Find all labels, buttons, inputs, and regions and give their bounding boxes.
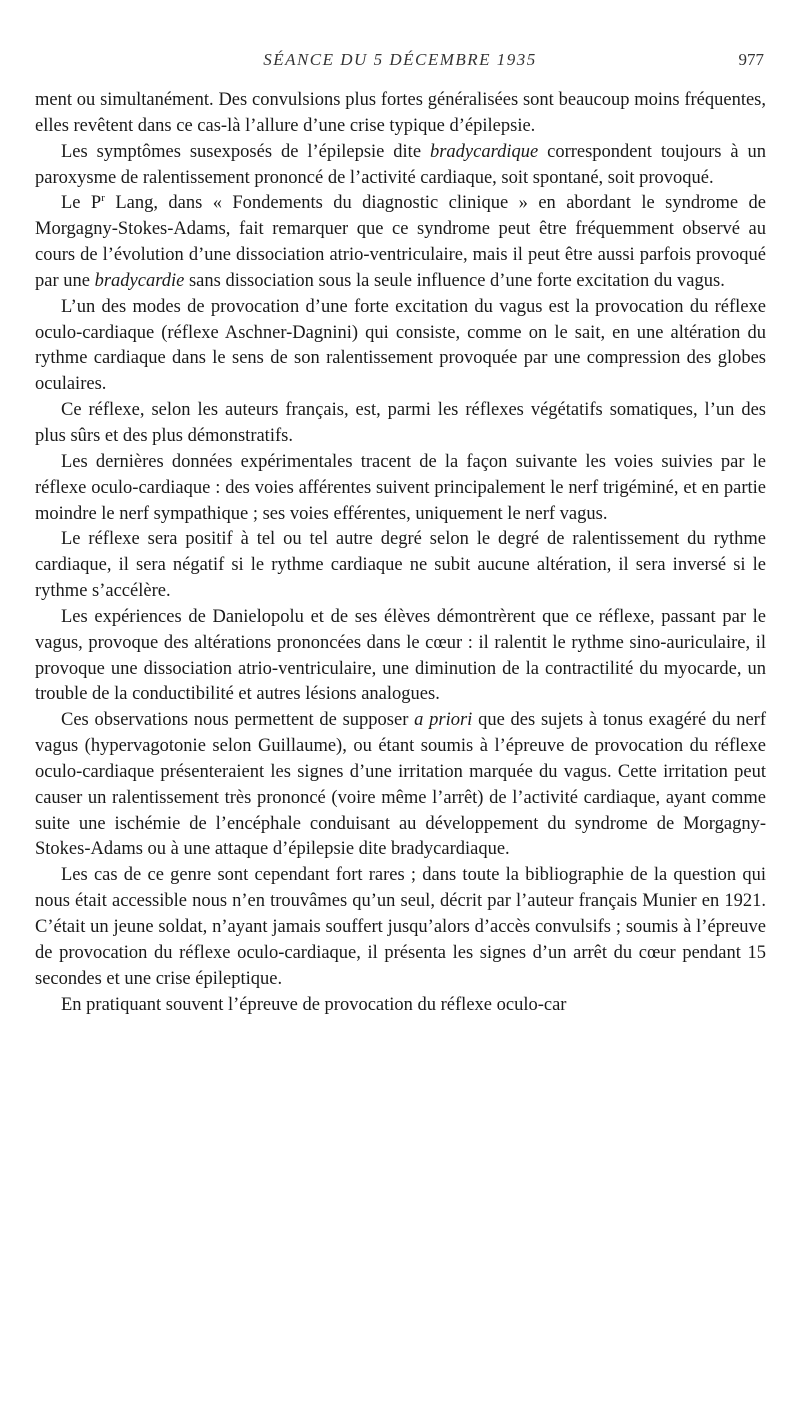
paragraph [35,398,766,450]
paragraph-text: Les cas de ce genre sont cependant fort rares ; dans toute la bibliographie de la question qui nous était accessible nous n’en trouvâmes qu’un seul, décrit par l’auteur français Munier en 1921. C’était un jeune soldat, n’ayant jamais souffert jusqu’alors d’accès convulsifs ; soumis à l’épreuve de provocation du réflexe oculo-cardiaque, il présenta les signes d’un arrêt du cœur pendant 15 secondes et une crise épileptique. [35,865,766,989]
paragraph [35,527,766,605]
paragraph [35,140,766,192]
body-text [35,88,766,1018]
paragraph [35,993,766,1019]
page-header [36,50,764,80]
superscript: r [101,192,105,205]
paragraph-text: Les dernières données expérimentales tracent de la façon suivante les voies suivies par le réflexe oculo-cardiaque : des voies afférentes suivent principalement le nerf trigéminé, et en partie moindre le nerf sympathique ; ses voies efférentes, uniquement le nerf vagus. [35,451,766,524]
running-title: SÉANCE DU 5 DÉCEMBRE 1935 [263,50,537,69]
paragraph-text: Ces observations nous permettent de supposer [61,710,415,731]
italic-text: bradycardique [429,141,539,162]
paragraph-text: Les symptômes susexposés de l’épilepsie dite [61,141,430,162]
paragraph [35,191,766,294]
paragraph-text: Le réflexe sera positif à tel ou tel autre degré selon le degré de ralentissement du rythme cardiaque, il sera négatif si le rythme cardiaque ne subit aucune altération, il sera inversé si le rythme s’accélère. [35,529,766,602]
paragraph [35,450,766,528]
paragraph-text: Ce réflexe, selon les auteurs français, est, parmi les réflexes végétatifs somatiques, l’un des plus sûrs et des plus démonstratifs. [35,400,766,446]
italic-text: a priori [414,710,473,731]
paragraph-text: En pratiquant souvent l’épreuve de provocation du réflexe oculo-car [61,994,567,1015]
paragraph [35,88,766,140]
paragraph-text: Lang, dans « Fondements du diagnostic clinique » en abordant le syndrome de Morgagny-Stokes-Adams, fait remarquer que ce syndrome peut être fréquemment observé au cours de l’évolution d’une dissociation atrio-ventriculaire, mais il peut être aussi parfois provoqué par une [35,193,766,291]
paragraph-text: L’un des modes de provocation d’une forte excitation du vagus est la provocation du réflexe oculo-cardiaque (réflexe Aschner-Dagnini) qui consiste, comme on le sait, en une altération du rythme cardiaque dans le sens de son ralentissement provoquée par une compression des globes oculaires. [35,296,766,395]
paragraph [35,605,766,708]
paragraph [35,708,766,863]
paragraph-text: que des sujets à tonus exagéré du nerf vagus (hypervagotonie selon Guillaume), ou étant soumis à l’épreuve de provocation du réflexe oculo-cardiaque présenteraient les signes d’une irritation marquée du vagus. Cette irritation peut causer un ralentissement très prononcé (voire même l’arrêt) de l’activité cardiaque, ayant comme suite une ischémie de l’encéphale conduisant au développement du syndrome de Morgagny-Stokes-Adams ou à une attaque d’épilepsie dite bradycardiaque. [35,710,766,860]
italic-text: bradycardie [94,270,185,291]
paragraph-text: Les expériences de Danielopolu et de ses élèves démontrèrent que ce réflexe, passant par le vagus, provoque des altérations prononcées dans le cœur : il ralentit le rythme sino-auriculaire, il provoque une dissociation atrio-ventriculaire, une diminution de la contractilité du myocarde, un trouble de la conductibilité et autres lésions analogues. [35,606,766,705]
paragraph-text: sans dissociation sous la seule influence d’une forte excitation du vagus. [184,270,725,291]
paragraph [35,295,766,398]
paragraph-text: ment ou simultanément. Des convulsions plus fortes généralisées sont beaucoup moins fréquentes, elles revêtent dans ce cas-là l’allure d’une crise typique d’épilepsie. [35,90,766,136]
page-number: 977 [738,50,764,69]
paragraph-text: correspondent toujours à un paroxysme de ralentissement prononcé de l’activité cardiaque, soit spontané, soit provoqué. [35,141,766,188]
paragraph [35,863,766,992]
paragraph-text: Le P [61,193,102,214]
